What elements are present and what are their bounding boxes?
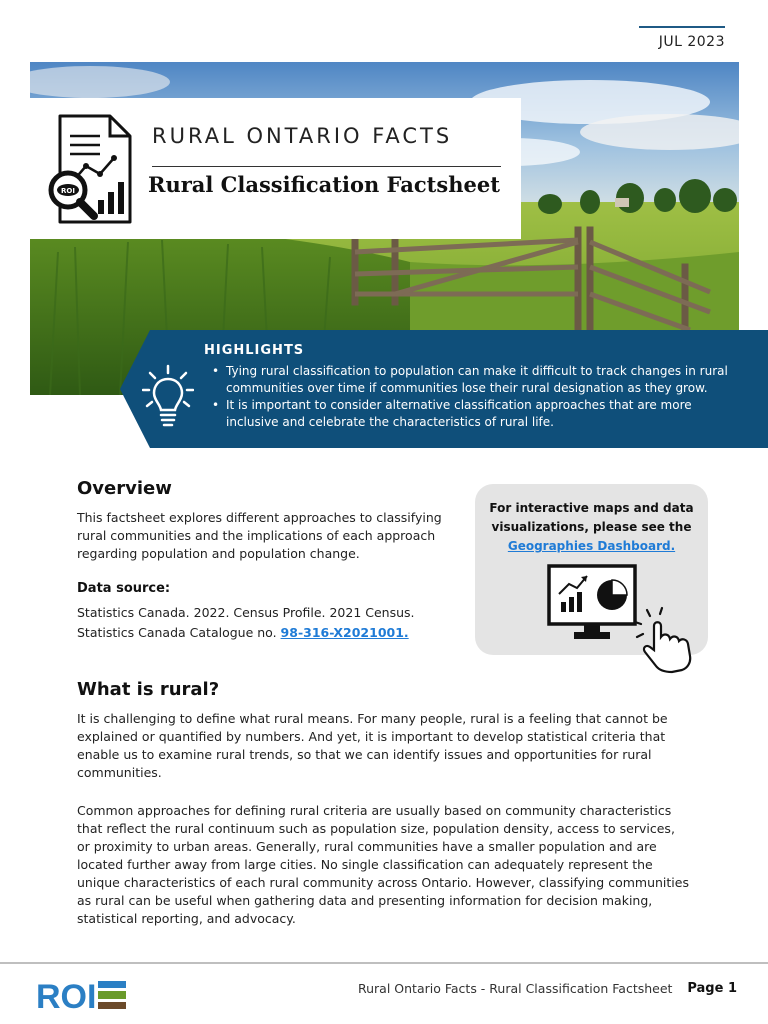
page-title: Rural Classification Factsheet <box>148 172 500 197</box>
data-source-citation: Statistics Canada. 2022. Census Profile. 2021 Census. <box>77 605 415 620</box>
footer-document-title: Rural Ontario Facts - Rural Classification Factsheet <box>358 981 673 996</box>
page-number: Page 1 <box>687 981 737 996</box>
callout-text <box>489 499 694 556</box>
title-divider <box>152 166 501 167</box>
roi-badge-text: ROI <box>61 187 75 195</box>
rural-paragraph-1: It is challenging to define what rural means. For many people, rural is a feeling that cannot be explained or quantified by numbers. And yet, it is important to develop statistical criteria that enable us to examine rural trends, so that we can identify issues and opportunities for rural communities. <box>77 711 668 780</box>
catalogue-link[interactable]: 98-316-X2021001. <box>280 625 409 640</box>
report-magnifier-icon <box>48 114 134 226</box>
data-source-heading: Data source: <box>77 581 171 596</box>
what-is-rural-heading: What is rural? <box>77 679 220 700</box>
rural-paragraph-2: Common approaches for defining rural criteria are usually based on community characteristics that reflect the rural continuum such as population size, population density, access to services, or proximity to urban areas. Generally, rural communities have a smaller population and are located further away from large cities. No single classification can adequately represent the unique characteristics of each rural community across Ontario. However, classifying communities as rural can be useful when gathering data and presenting information for decision making, statistical reporting, and advocacy. <box>77 803 689 926</box>
overview-heading: Overview <box>77 478 172 499</box>
publication-date: JUL 2023 <box>658 34 725 50</box>
monitor-chart-click-icon <box>544 564 694 676</box>
date-rule <box>639 26 725 28</box>
roi-logo <box>36 977 128 1011</box>
highlights-panel <box>120 330 768 448</box>
highlights-heading: HIGHLIGHTS <box>204 343 305 358</box>
data-source-catalogue <box>77 625 409 640</box>
catalogue-prefix: Statistics Canada Catalogue no. <box>77 625 281 640</box>
series-kicker: RURAL ONTARIO FACTS <box>152 124 453 148</box>
geographies-dashboard-link[interactable]: Geographies Dashboard. <box>507 539 676 553</box>
highlights-list <box>208 363 738 431</box>
overview-text: This factsheet explores different approaches to classifying rural communities and the implications of each approach regarding population and population change. <box>77 510 442 561</box>
title-card <box>30 98 521 239</box>
logo-text: ROI <box>36 978 97 1011</box>
highlight-item: • It is important to consider alternative classification approaches that are more inclusive and celebrate the characteristics of rural life. <box>208 397 738 431</box>
highlight-item: • Tying rural classification to population can make it difficult to track changes in rural communities over time if communities lose their rural designation as they grow. <box>208 363 738 397</box>
footer-divider <box>0 962 768 964</box>
lightbulb-icon <box>142 364 194 430</box>
callout-message: For interactive maps and data visualizations, please see the <box>489 501 694 534</box>
